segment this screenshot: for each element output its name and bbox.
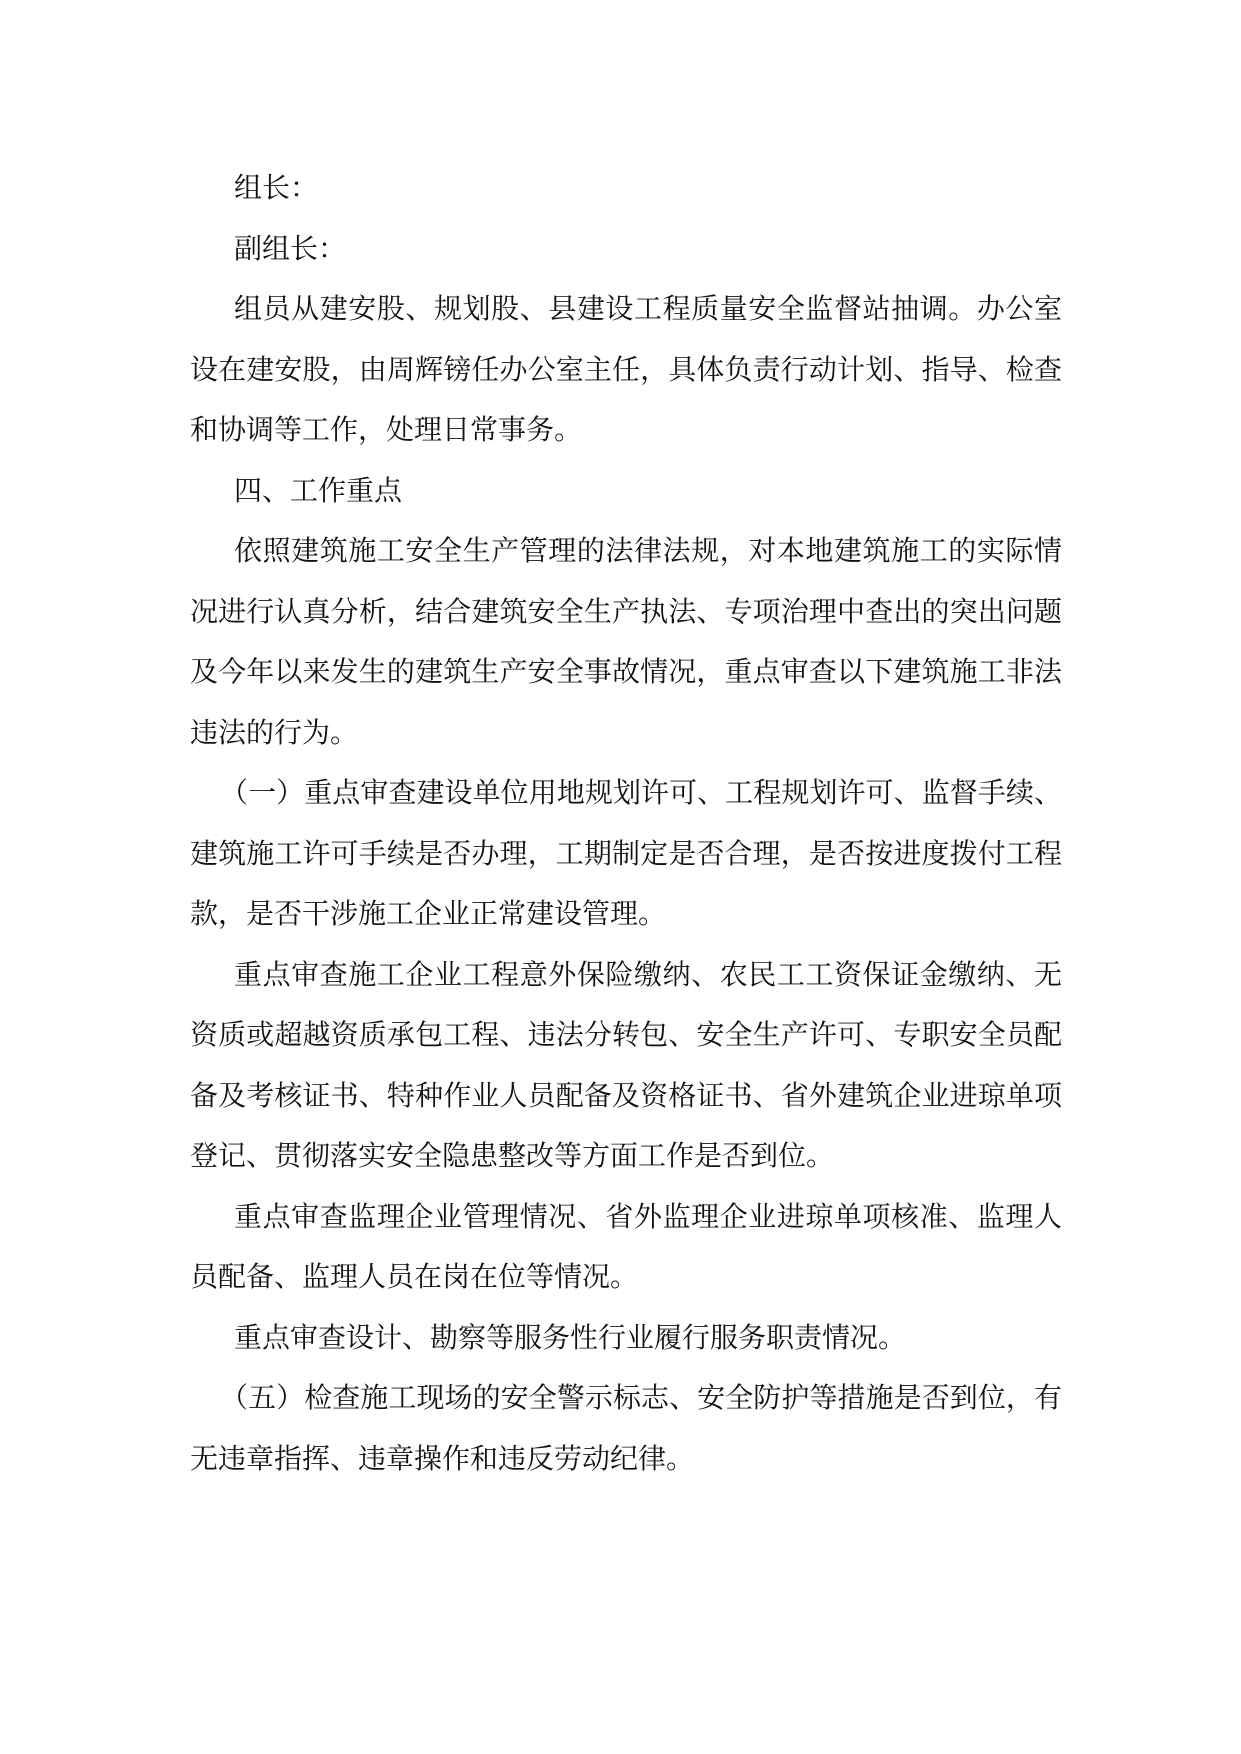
section-heading: 四、工作重点 xyxy=(234,473,403,507)
paragraph-members: 组员从建安股、规划股、县建设工程质量安全监督站抽调。办公室设在建安股，由周辉镑任办公室主任，具体负责行动计划、指导、检查和协调等工作，处理日常事务。 xyxy=(190,292,1062,446)
paragraph-item-1: （一）重点审查建设单位用地规划许可、工程规划许可、监督手续、建筑施工许可手续是否办理，工期制定是否合理，是否按进度拨付工程款，是否干涉施工企业正常建设管理。 xyxy=(190,776,1062,930)
paragraph-item-4: 重点审查设计、勘察等服务性行业履行服务职责情况。 xyxy=(234,1320,907,1354)
paragraph-leader: 组长： xyxy=(234,171,319,204)
paragraph-item-2: 重点审查施工企业工程意外保险缴纳、农民工工资保证金缴纳、无资质或超越资质承包工程、违法分转包、安全生产许可、专职安全员配备及考核证书、特种作业人员配备及资格证书、省外建筑企业进琼单项登记、贯彻落实安全隐患整改等方面工作是否到位。 xyxy=(190,957,1062,1172)
paragraph-item-3: 重点审查监理企业管理情况、省外监理企业进琼单项核准、监理人员配备、监理人员在岗在位等情况。 xyxy=(190,1199,1062,1293)
paragraph-item-5: （五）检查施工现场的安全警示标志、安全防护等措施是否到位，有无违章指挥、违章操作和违反劳动纪律。 xyxy=(190,1381,1062,1475)
paragraph-deputy-leader: 副组长： xyxy=(234,231,347,265)
paragraph-intro: 依照建筑施工安全生产管理的法律法规，对本地建筑施工的实际情况进行认真分析，结合建筑安全生产执法、专项治理中查出的突出问题及今年以来发生的建筑生产安全事故情况，重点审查以下建筑施工非法违法的行为。 xyxy=(190,534,1062,749)
document-body xyxy=(190,158,1062,1489)
